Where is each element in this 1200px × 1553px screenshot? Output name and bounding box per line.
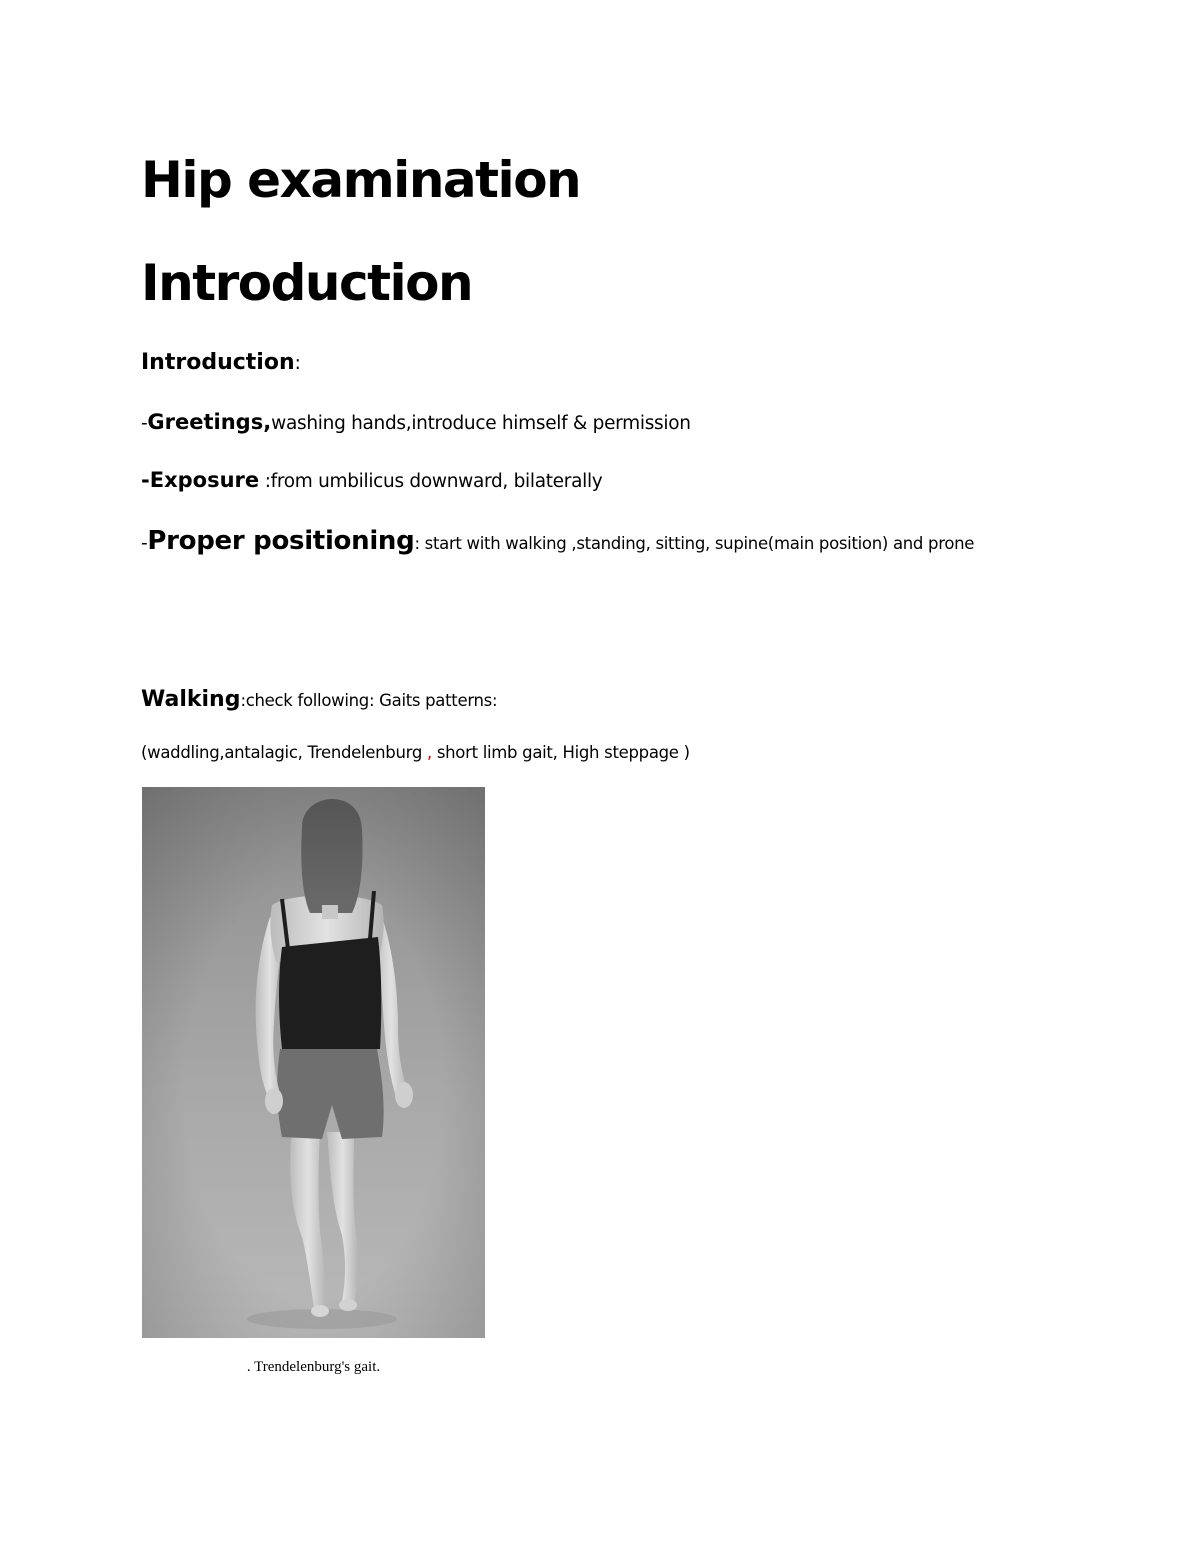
intro-subheading-label: Introduction [141, 350, 295, 375]
greetings-dash: - [141, 413, 148, 434]
trendelenburg-gait-photo [142, 787, 485, 1338]
positioning-line [141, 528, 974, 554]
greetings-text: washing hands,introduce himself & permission [271, 413, 691, 434]
gait-patterns-line [141, 745, 690, 762]
exposure-text: :from umbilicus downward, bilaterally [259, 471, 603, 492]
exposure-label: Exposure [149, 468, 260, 492]
figure-caption: . Trendelenburg's gait. [246, 1359, 381, 1375]
positioning-text: : start with walking ,standing, sitting, supine(main position) and prone [414, 534, 975, 553]
walking-label: Walking [141, 687, 241, 712]
exposure-line [141, 470, 602, 492]
walking-line [141, 689, 497, 711]
gait-patterns-text-a: (waddling,antalagic, Trendelenburg [141, 743, 427, 762]
intro-subheading-colon: : [294, 353, 301, 374]
walking-text: :check following: Gaits patterns: [240, 691, 498, 710]
exposure-dash: - [141, 468, 150, 492]
gait-patterns-text-b: short limb gait, High steppage ) [431, 743, 690, 762]
document-title: Hip examination [141, 151, 581, 209]
greetings-line [141, 412, 691, 434]
section-heading-introduction: Introduction [141, 254, 473, 312]
gait-patterns-red-comma: , [426, 743, 432, 762]
positioning-label: Proper positioning [147, 526, 415, 556]
intro-subheading [141, 352, 301, 374]
positioning-dash: - [141, 533, 148, 554]
greetings-label: Greetings, [147, 410, 272, 434]
